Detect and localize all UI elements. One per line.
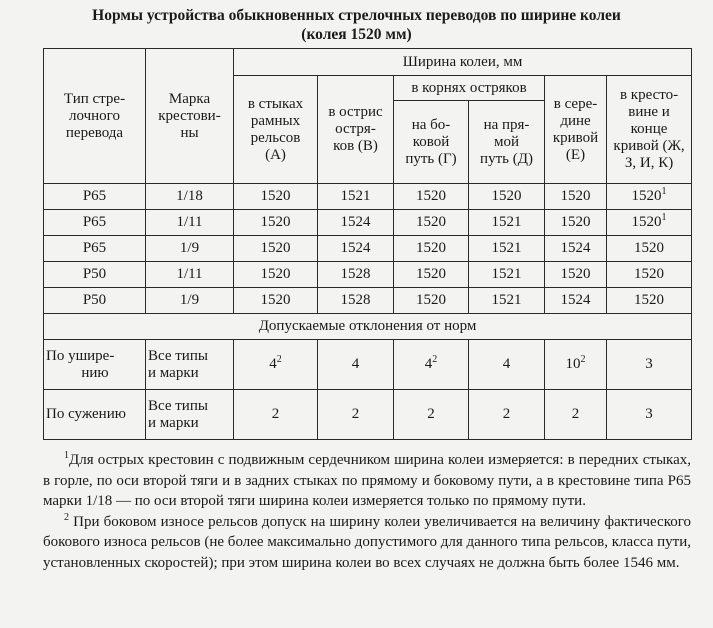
header-col-g: на бо- ковой путь (Г) (394, 101, 469, 184)
table-cell: 1521 (469, 236, 545, 262)
table-cell: 1521 (469, 210, 545, 236)
table-cell: 1520 (607, 262, 692, 288)
table-cell: 1520$^1$ (607, 210, 692, 236)
header-col-e: в сере- дине кривой (Е) (545, 76, 607, 184)
table-cell: 1520 (234, 184, 318, 210)
table-cell: 1524 (318, 210, 394, 236)
table-cell: 1520 (545, 262, 607, 288)
table-cell: 1520 (234, 210, 318, 236)
document-title (0, 6, 713, 44)
header-col-j: в кресто- вине и конце кривой (Ж, З, И, К) (607, 76, 692, 184)
header-gauge: Ширина колеи, мм (234, 49, 692, 76)
table-cell: 1520 (234, 288, 318, 314)
table-cell: 1528 (318, 262, 394, 288)
header-type: Тип стре- лочного перевода (44, 49, 146, 184)
table-cell: Все типы и марки (146, 390, 234, 440)
table-cell: 1520 (234, 262, 318, 288)
table-cell: 2 (234, 390, 318, 440)
deviation-row (44, 340, 692, 390)
table-row (44, 288, 692, 314)
table-cell: 2 (318, 390, 394, 440)
table-cell: 1/9 (146, 288, 234, 314)
footnotes (43, 450, 691, 573)
table-cell: 1524 (545, 288, 607, 314)
norms-table (43, 48, 692, 440)
header-col-b: в острис остря- ков (В) (318, 76, 394, 184)
table-cell: Р65 (44, 210, 146, 236)
table-cell: 2 (394, 390, 469, 440)
footnote-1: $^1$Для острых крестовин с подвижным сердечником ширина колеи измеряется: в передних стыках, в горле, по оси второй тяги и в задних стыках по прямому и боковому пути, а в крестовине типа Р65 марки 1/18 — по оси второй тяги ширина колеи измеряется только по прямому пути. (43, 450, 691, 509)
table-cell: 4 (469, 340, 545, 390)
table-cell: 1/18 (146, 184, 234, 210)
header-mark: Марка крестови- ны (146, 49, 234, 184)
table-cell: 1521 (318, 184, 394, 210)
table-cell: Р50 (44, 288, 146, 314)
table-cell: 1520 (394, 210, 469, 236)
table-cell: Р65 (44, 236, 146, 262)
table-cell: 2 (545, 390, 607, 440)
table-cell: 1520 (394, 236, 469, 262)
header-col-a: в стыках рамных рельсов (А) (234, 76, 318, 184)
table-cell: $4^2$ (234, 340, 318, 390)
table-cell: 1520 (469, 184, 545, 210)
table-cell: 1528 (318, 288, 394, 314)
deviation-row (44, 390, 692, 440)
table-cell: 1520 (545, 210, 607, 236)
deviation-label: По ушире- нию (44, 340, 146, 390)
title-line-2: (колея 1520 мм) (301, 26, 412, 43)
table-cell: 3 (607, 340, 692, 390)
table-cell: 3 (607, 390, 692, 440)
table-cell: 1521 (469, 288, 545, 314)
table-cell: 1524 (318, 236, 394, 262)
table-row (44, 184, 692, 210)
table-cell: $4^2$ (394, 340, 469, 390)
deviations-title: Допускаемые отклонения от норм (44, 314, 692, 340)
table-row (44, 210, 692, 236)
table-cell: 1/11 (146, 262, 234, 288)
table-cell: 1520 (394, 262, 469, 288)
table-cell: 1520$^1$ (607, 184, 692, 210)
table-cell: 1520 (234, 236, 318, 262)
header-roots: в корнях остряков (394, 76, 545, 101)
table-cell: 1520 (394, 184, 469, 210)
footnote-2: $^2$ При боковом износе рельсов допуск на ширину колеи увеличивается на величину фактического бокового износа рельсов (не более максимально допустимого для данного типа рельсов, класса пути, установленных скоростей); при этом ширина колеи во всех случаях не должна быть более 1546 мм. (43, 511, 692, 571)
table-cell: 1/11 (146, 210, 234, 236)
table-cell: 1/9 (146, 236, 234, 262)
table-cell: 1520 (394, 288, 469, 314)
table-cell: $10^2$ (545, 340, 607, 390)
title-line-1: Нормы устройства обыкновенных стрелочных переводов по ширине колеи (92, 7, 621, 24)
table-cell: 1521 (469, 262, 545, 288)
deviation-label: По сужению (44, 390, 146, 440)
table-cell: Р65 (44, 184, 146, 210)
table-cell: 4 (318, 340, 394, 390)
header-col-d: на пря- мой путь (Д) (469, 101, 545, 184)
table-cell: Все типы и марки (146, 340, 234, 390)
table-cell: 1524 (545, 236, 607, 262)
table-cell: 1520 (545, 184, 607, 210)
table-row (44, 262, 692, 288)
table-cell: Р50 (44, 262, 146, 288)
table-cell: 1520 (607, 288, 692, 314)
table-cell: 1520 (607, 236, 692, 262)
table-row (44, 236, 692, 262)
table-cell: 2 (469, 390, 545, 440)
